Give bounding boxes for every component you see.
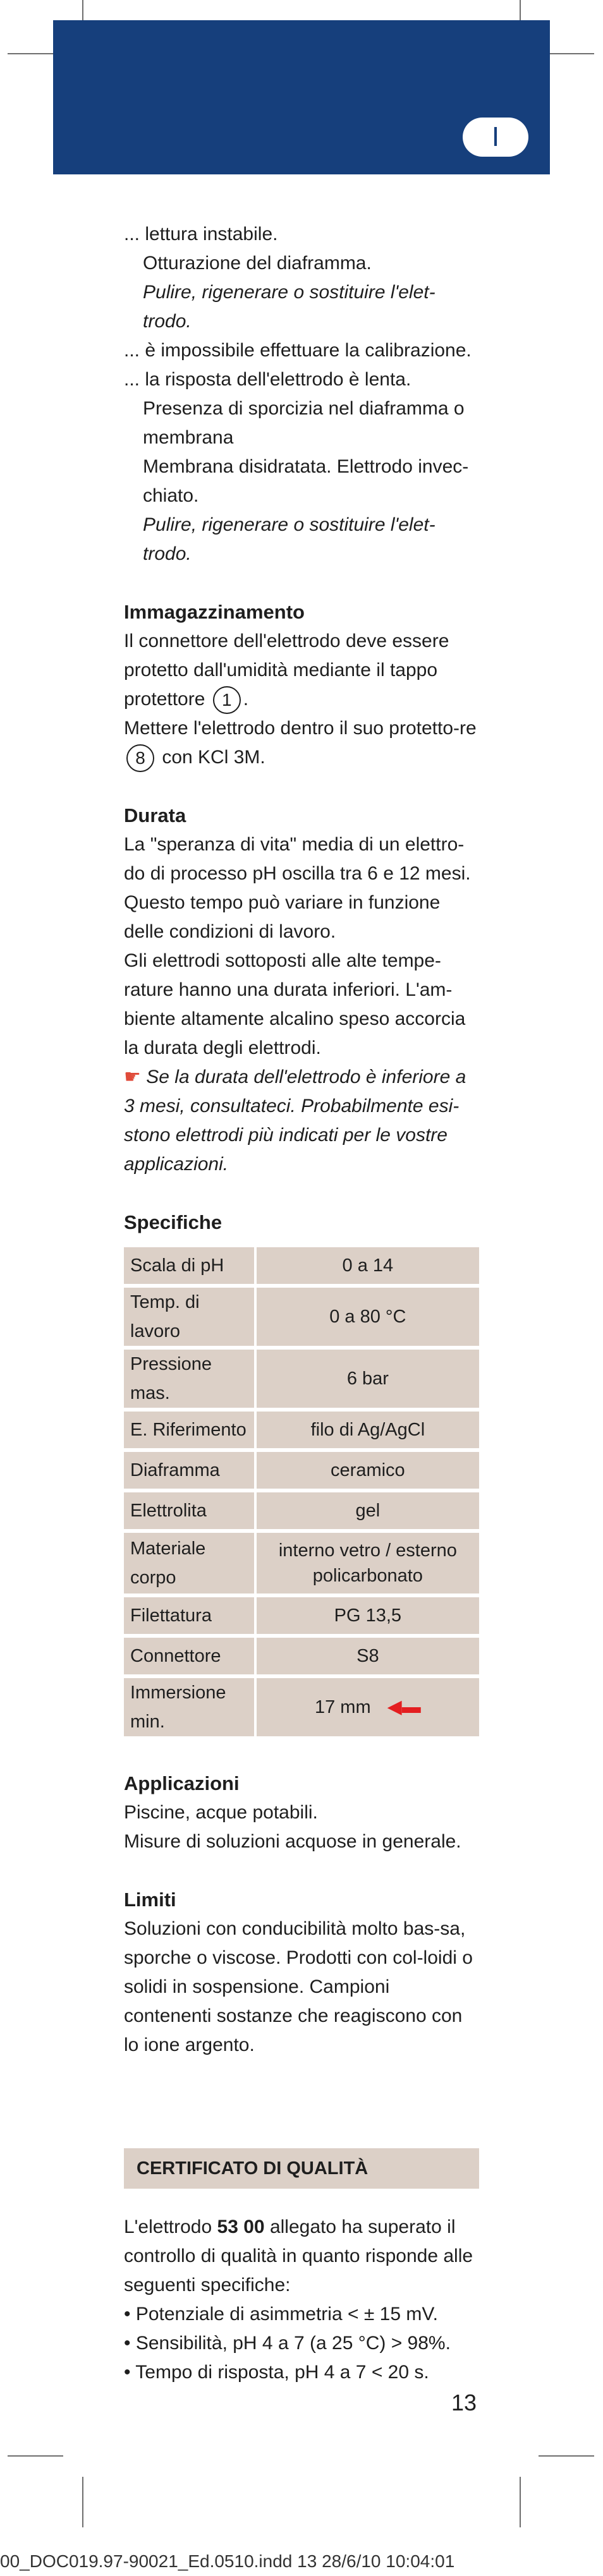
certificate-section bbox=[124, 2148, 479, 2387]
storage-text-1-body: Il connettore dell'elettrodo deve essere protetto dall'umidità mediante il tappo protettore bbox=[124, 631, 449, 710]
applications-line-2: Misure di soluzioni acquose in generale. bbox=[124, 1831, 461, 1853]
language-badge: I bbox=[463, 118, 528, 157]
certificate-intro bbox=[124, 2213, 479, 2300]
spec-label: Elettrolita bbox=[124, 1492, 257, 1529]
table-row bbox=[124, 1350, 479, 1408]
duration-note-text: Se la durata dell'elettrodo è inferiore a 3 mesi, consultateci. Probabilmente esi-stono elettrodi più indicati per le vostre applicazioni. bbox=[124, 1067, 466, 1175]
storage-text-2-body: Mettere l'elettrodo dentro il suo protetto-re bbox=[124, 718, 477, 739]
slow-response: ... la risposta dell'elettrodo è lenta. bbox=[124, 369, 411, 390]
remedy-2: Pulire, rigenerare o sostituire l'elet-trodo. bbox=[143, 514, 436, 564]
calibration-impossible: ... è impossibile effettuare la calibrazione. bbox=[124, 340, 472, 361]
specs-title: Specifiche bbox=[124, 1211, 222, 1234]
crop-mark-bottom-left-horizontal bbox=[8, 2455, 63, 2457]
storage-text-2-end: con KCl 3M. bbox=[162, 747, 265, 768]
certificate-intro-end: allegato ha superato il controllo di qualità in quanto risponde alle seguenti specifiche: bbox=[124, 2216, 473, 2296]
storage-text-2 bbox=[124, 714, 479, 772]
table-row bbox=[124, 1533, 479, 1593]
duration-note bbox=[124, 1063, 479, 1179]
limits-title: Limiti bbox=[124, 1889, 176, 1911]
spec-value: PG 13,5 bbox=[257, 1597, 479, 1634]
spec-value: ceramico bbox=[257, 1452, 479, 1489]
table-row bbox=[124, 1247, 479, 1284]
spec-value: 0 a 80 °C bbox=[257, 1288, 479, 1346]
header-band bbox=[53, 20, 550, 174]
table-row bbox=[124, 1452, 479, 1489]
applications-section bbox=[124, 1769, 479, 1856]
electrode-code: 53 00 bbox=[217, 2216, 265, 2238]
page-content bbox=[124, 220, 479, 2387]
spec-value: interno vetro / esterno policarbonato bbox=[257, 1533, 479, 1593]
print-slug: 00_DOC019.97-90021_Ed.0510.indd 13 28/6/10 10:04:01 bbox=[0, 2551, 455, 2571]
spec-value: 17 mm bbox=[314, 1697, 371, 1718]
spec-value: S8 bbox=[257, 1638, 479, 1674]
specs-section bbox=[124, 1208, 479, 1740]
remedy-1: Pulire, rigenerare o sostituire l'elet-trodo. bbox=[143, 282, 436, 332]
crop-mark-bottom-right-vertical bbox=[520, 2477, 521, 2527]
troubleshooting-section bbox=[124, 220, 479, 569]
applications-line-1: Piscine, acque potabili. bbox=[124, 1802, 318, 1823]
dehydrated-membrane: Membrana disidratata. Elettrodo invec-chiato. bbox=[143, 456, 469, 506]
certificate-title: CERTIFICATO DI QUALITÀ bbox=[124, 2148, 479, 2189]
storage-section bbox=[124, 598, 479, 772]
spec-label: E. Riferimento bbox=[124, 1412, 257, 1448]
crop-mark-bottom-left-vertical bbox=[82, 2477, 83, 2527]
spec-value: gel bbox=[257, 1492, 479, 1529]
specs-table bbox=[124, 1243, 479, 1740]
spec-label: Immersione min. bbox=[124, 1678, 257, 1736]
spec-label: Connettore bbox=[124, 1638, 257, 1674]
table-row bbox=[124, 1492, 479, 1529]
limits-section bbox=[124, 1885, 479, 2060]
applications-title: Applicazioni bbox=[124, 1772, 240, 1795]
red-arrow-left-icon: ◀▬ bbox=[387, 1696, 421, 1718]
spec-label: Pressione mas. bbox=[124, 1350, 257, 1408]
spec-value: 6 bar bbox=[257, 1350, 479, 1408]
storage-text-1: Il connettore dell'elettrodo deve essere protetto dall'umidità mediante il tappo protettore 1 . bbox=[124, 627, 479, 714]
crop-mark-bottom-right-horizontal bbox=[539, 2455, 594, 2457]
table-row bbox=[124, 1412, 479, 1448]
table-row bbox=[124, 1678, 479, 1736]
certificate-bullet: • Tempo di risposta, pH 4 a 7 < 20 s. bbox=[124, 2362, 429, 2383]
spec-value-with-arrow bbox=[257, 1678, 479, 1736]
spec-value: filo di Ag/AgCl bbox=[257, 1412, 479, 1448]
dirt-presence: Presenza di sporcizia nel diaframma o membrana bbox=[143, 398, 465, 448]
spec-label: Filettatura bbox=[124, 1597, 257, 1634]
spec-label: Materiale corpo bbox=[124, 1533, 257, 1593]
hand-pointer-icon: ☛ bbox=[124, 1067, 141, 1088]
spec-label: Diaframma bbox=[124, 1452, 257, 1489]
certificate-intro-start: L'elettrodo bbox=[124, 2216, 212, 2238]
duration-title: Durata bbox=[124, 804, 186, 827]
spec-label: Scala di pH bbox=[124, 1247, 257, 1284]
limits-text: Soluzioni con conducibilità molto bas-sa, sporche o viscose. Prodotti con col-loidi o solidi in sospensione. Campioni contenenti sostanze che reagiscono con lo ione argento. bbox=[124, 1918, 473, 2056]
spec-label: Temp. di lavoro bbox=[124, 1288, 257, 1346]
reference-number-1: 1 bbox=[213, 686, 241, 714]
duration-text-1: La "speranza di vita" media di un elettro-do di processo pH oscilla tra 6 e 12 mesi. Questo tempo può variare in funzione delle condizioni di lavoro. bbox=[124, 834, 471, 943]
table-row bbox=[124, 1597, 479, 1634]
table-row bbox=[124, 1288, 479, 1346]
table-row bbox=[124, 1638, 479, 1674]
duration-text-2: Gli elettrodi sottoposti alle alte tempe-rature hanno una durata inferiori. L'am-biente altamente alcalino speso accorcia la durata degli elettrodi. bbox=[124, 950, 466, 1059]
reference-number-8: 8 bbox=[126, 744, 154, 772]
duration-section bbox=[124, 801, 479, 1179]
unstable-reading: ... lettura instabile. bbox=[124, 224, 278, 245]
spec-value: 0 a 14 bbox=[257, 1247, 479, 1284]
diaphragm-clogged: Otturazione del diaframma. bbox=[143, 253, 372, 274]
page-number: 13 bbox=[451, 2390, 477, 2416]
certificate-bullet: • Sensibilità, pH 4 a 7 (a 25 °C) > 98%. bbox=[124, 2333, 451, 2354]
certificate-bullet: • Potenziale di asimmetria < ± 15 mV. bbox=[124, 2304, 438, 2325]
storage-title: Immagazzinamento bbox=[124, 601, 305, 623]
